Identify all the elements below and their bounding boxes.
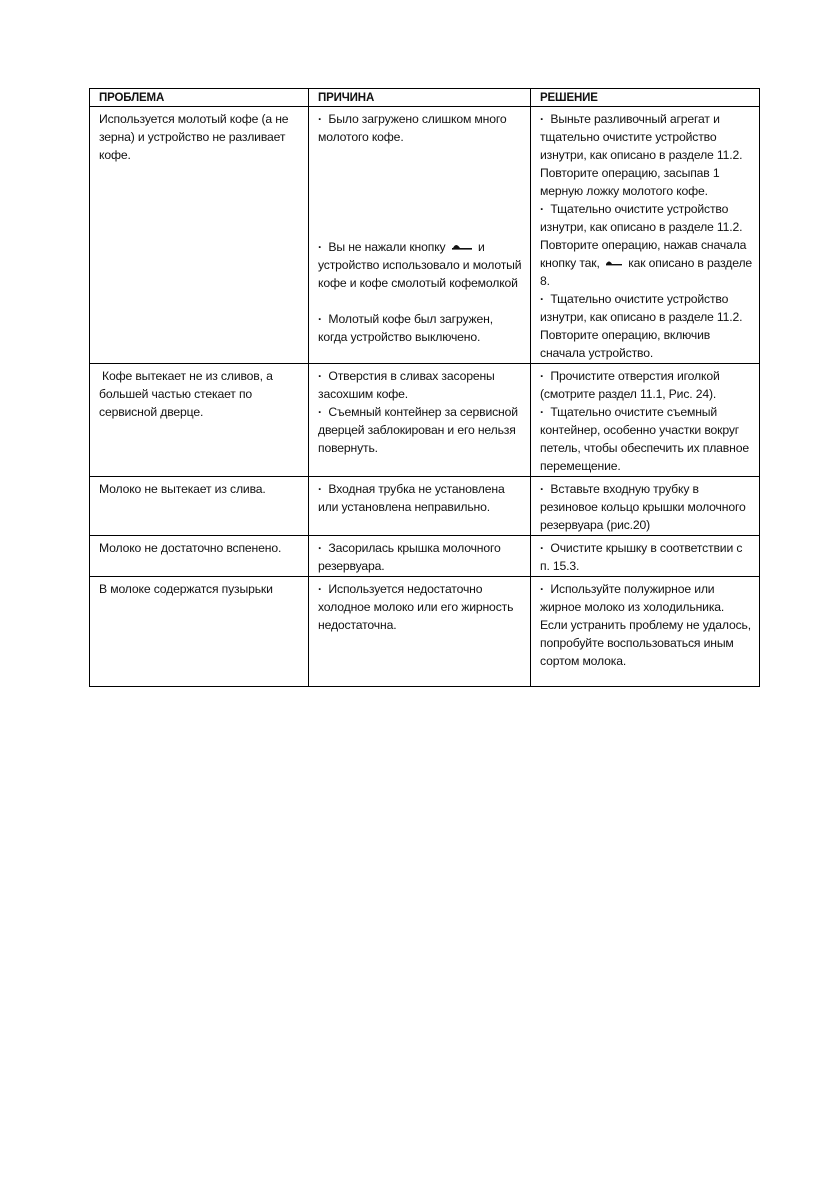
header-solution: РЕШЕНИЕ	[531, 89, 760, 107]
table-row	[90, 364, 760, 477]
cause-cell	[309, 477, 531, 536]
problem-cell	[90, 477, 309, 536]
solution-text: · Тщательно очистите устройство изнутри, как описано в разделе 11.2. Повторите операцию, включив сначала устройство.	[540, 290, 753, 362]
solution-text: · Очистите крышку в соответствии с п. 15.3.	[540, 539, 753, 575]
cause-text: · Было загружено слишком много молотого кофе.	[318, 110, 524, 146]
header-problem: ПРОБЛЕМА	[90, 89, 309, 107]
table-row	[90, 536, 760, 577]
problem-cell	[90, 536, 309, 577]
solution-cell	[531, 536, 760, 577]
table-row	[90, 477, 760, 536]
troubleshooting-table	[89, 88, 760, 687]
problem-text: Молоко не вытекает из слива.	[99, 482, 266, 496]
cause-text: · Входная трубка не установлена или установлена неправильно.	[318, 480, 524, 516]
table-row	[90, 577, 760, 687]
problem-text: Кофе вытекает не из сливов, а большей частью стекает по сервисной дверце.	[99, 369, 273, 419]
problem-cell	[90, 577, 309, 687]
ground-coffee-button-icon	[605, 258, 623, 268]
problem-text: Используется молотый кофе (а не зерна) и устройство не разливает кофе.	[99, 112, 289, 162]
cause-text-with-icon	[318, 238, 524, 292]
cause-text: · Засорилась крышка молочного резервуара.	[318, 539, 524, 575]
problem-text: Молоко не достаточно вспенено.	[99, 541, 282, 555]
cause-text: · Молотый кофе был загружен, когда устройство выключено.	[318, 310, 524, 346]
solution-text: · Тщательно очистите съемный контейнер, особенно участки вокруг петель, чтобы обеспечить их плавное перемещение.	[540, 403, 753, 475]
cause-cell	[309, 536, 531, 577]
solution-cell	[531, 364, 760, 477]
problem-text: В молоке содержатся пузырьки	[99, 582, 273, 596]
cause-cell	[309, 364, 531, 477]
table-row	[90, 107, 760, 364]
header-cause: ПРИЧИНА	[309, 89, 531, 107]
solution-text-with-icon	[540, 200, 753, 290]
solution-text: как описано в разделе 8.	[540, 256, 753, 288]
solution-text: · Вставьте входную трубку в резиновое кольцо крышки молочного резервуара (рис.20)	[540, 480, 753, 534]
solution-text: · Прочистите отверстия иголкой (смотрите раздел 11.1, Рис. 24).	[540, 367, 753, 403]
cause-text: и устройство использовало и молотый кофе и кофе смолотый кофемолкой	[318, 240, 522, 290]
table-header-row	[90, 89, 760, 107]
solution-cell	[531, 477, 760, 536]
solution-text: · Используйте полужирное или жирное молоко из холодильника. Если устранить проблему не удалось, попробуйте воспользоваться иным сортом молока.	[540, 580, 753, 670]
cause-text: · Съемный контейнер за сервисной дверцей заблокирован и его нельзя повернуть.	[318, 403, 524, 457]
problem-cell	[90, 364, 309, 477]
solution-cell	[531, 577, 760, 687]
solution-text: · Выньте разливочный агрегат и тщательно очистите устройство изнутри, как описано в разделе 11.2. Повторите операцию, засыпав 1 мерную ложку молотого кофе.	[540, 110, 753, 200]
ground-coffee-button-icon	[451, 242, 473, 252]
cause-cell	[309, 577, 531, 687]
cause-text: · Используется недостаточно холодное молоко или его жирность недостаточна.	[318, 580, 524, 634]
solution-cell	[531, 107, 760, 364]
cause-text: · Вы не нажали кнопку	[318, 240, 445, 254]
problem-cell	[90, 107, 309, 364]
cause-cell	[309, 107, 531, 364]
cause-text: · Отверстия в сливах засорены засохшим кофе.	[318, 367, 524, 403]
solution-text: · Тщательно очистите устройство изнутри, как описано в разделе 11.2. Повторите операцию, нажав сначала кнопку так,	[540, 202, 746, 270]
